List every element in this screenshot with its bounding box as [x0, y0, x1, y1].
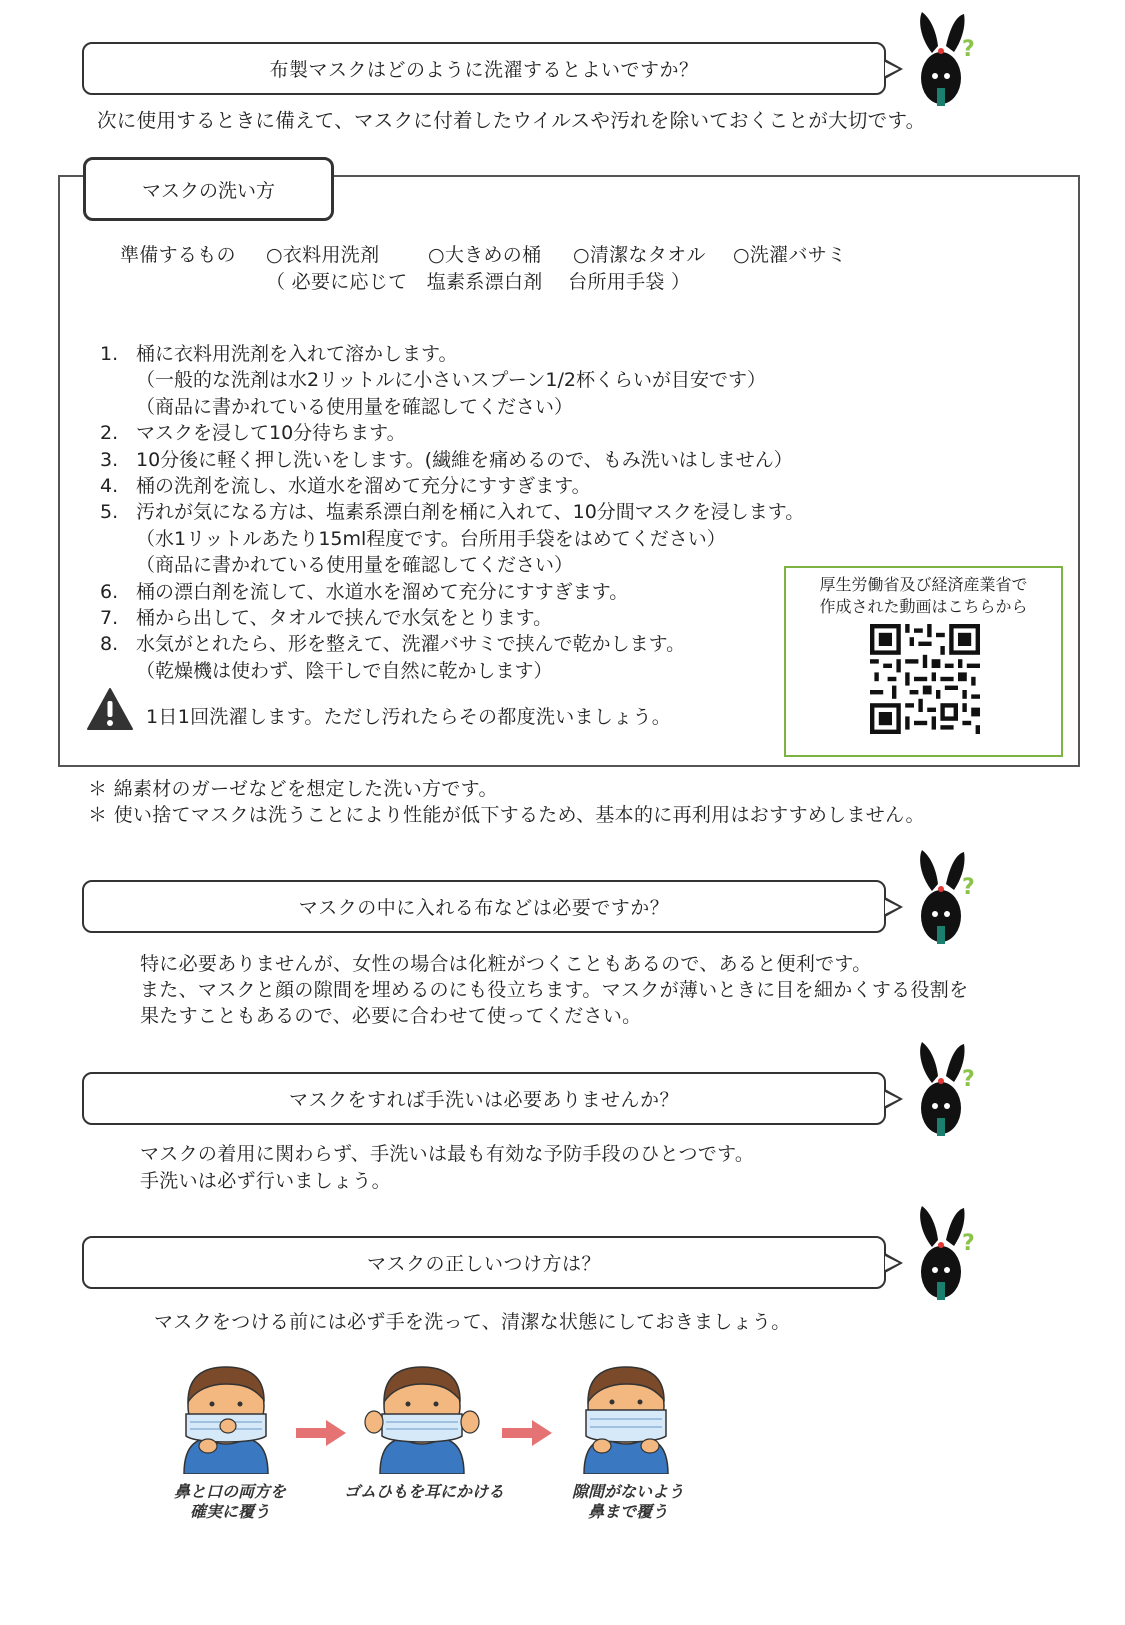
qr-box — [784, 566, 1063, 757]
qr-code-icon[interactable] — [870, 624, 980, 734]
step-row: 7. 桶から出して、タオルで挟んで水気をとります。 — [100, 607, 553, 630]
caption-1-line-2: 確実に覆う — [189, 1502, 270, 1521]
mascot-icon — [910, 8, 980, 108]
question-bubble-4 — [82, 1236, 886, 1289]
question-2-text: マスクの中に入れる布などは必要ですか？ — [298, 897, 670, 919]
prep-item-clothespin: ○洗濯バサミ — [733, 244, 847, 266]
caption-1-line-1: 鼻と口の両方を — [173, 1482, 286, 1501]
answer-1: 次に使用するときに備えて、マスクに付着したウイルスや汚れを除いておくことが大切です。 — [97, 109, 926, 132]
warning-icon — [86, 687, 134, 731]
kid-illustration-1 — [166, 1364, 286, 1474]
mascot-icon — [910, 1038, 980, 1138]
caption-3 — [558, 1482, 698, 1522]
washing-title — [83, 157, 334, 221]
qr-caption-2: 作成された動画はこちらから — [819, 597, 1028, 616]
warning-text: 1日1回洗濯します。ただし汚れたらその都度洗いましょう。 — [146, 706, 672, 728]
mascot-icon — [910, 1202, 980, 1302]
question-4-text: マスクの正しいつけ方は？ — [366, 1253, 601, 1275]
caption-2 — [344, 1482, 504, 1502]
caption-3-line-1: 隙間がないよう — [571, 1482, 684, 1501]
step-row: 5. 汚れが気になる方は、塩素系漂白剤を桶に入れて、10分間マスクを浸します。 — [100, 501, 805, 524]
answer-2-line-1: 特に必要ありませんが、女性の場合は化粧がつくこともあるので、あると便利です。 — [140, 953, 872, 975]
step-row: （水1リットルあたり15ml程度です。台所用手袋をはめてください） — [136, 527, 726, 550]
step-row: （商品に書かれている使用量を確認してください） — [136, 554, 574, 577]
washing-title-text: マスクの洗い方 — [141, 179, 275, 202]
kid-illustration-3 — [566, 1364, 686, 1474]
step-row: 3. 10分後に軽く押し洗いをします。(繊維を痛めるので、もみ洗いはしません） — [100, 448, 793, 471]
step-row: 4. 桶の洗剤を流し、水道水を溜めて充分にすすぎます。 — [100, 475, 591, 498]
answer-3-line-2: 手洗いは必ず行いましょう。 — [140, 1170, 391, 1192]
step-row: （一般的な洗剤は水2リットルに小さいスプーン1/2杯くらいが目安です） — [136, 369, 766, 392]
prep-item-bucket: ○大きめの桶 — [428, 244, 542, 266]
step-row: 8. 水気がとれたら、形を整えて、洗濯バサミで挟んで乾かします。 — [100, 633, 686, 656]
prep-label: 準備するもの — [120, 244, 236, 266]
answer-2-line-2: また、マスクと顔の隙間を埋めるのにも役立ちます。マスクが薄いときに目を細かくする役割を — [140, 979, 969, 1001]
svg-text:?: ? — [962, 37, 975, 62]
step-row: 2. マスクを浸して10分待ちます。 — [100, 422, 406, 445]
answer-2-line-3: 果たすこともあるので、必要に合わせて使ってください。 — [140, 1005, 642, 1027]
qr-caption-1: 厚生労働省及び経済産業省で — [819, 575, 1028, 594]
caption-3-line-2: 鼻まで覆う — [587, 1502, 668, 1521]
kid-illustration-2 — [362, 1364, 482, 1474]
question-bubble-2 — [82, 880, 886, 933]
svg-text:?: ? — [962, 875, 975, 900]
step-row: 1. 桶に衣料用洗剤を入れて溶かします。 — [100, 343, 458, 365]
answer-3-line-1: マスクの着用に関わらず、手洗いは最も有効な予防手段のひとつです。 — [140, 1143, 755, 1165]
question-3-text: マスクをすれば手洗いは必要ありませんか？ — [288, 1089, 679, 1111]
prep-optional: （ 必要に応じて 塩素系漂白剤 台所用手袋 ） — [266, 271, 691, 293]
arrow-right-icon — [502, 1418, 552, 1448]
arrow-right-icon — [296, 1418, 346, 1448]
washing-steps — [100, 341, 804, 684]
prep-item-towel: ○清潔なタオル — [573, 244, 706, 266]
caption-1 — [160, 1482, 300, 1522]
prep-item-detergent: ○衣料用洗剤 — [266, 244, 380, 266]
question-1-text: 布製マスクはどのように洗濯するとよいですか？ — [269, 59, 699, 81]
step-row: （乾燥機は使わず、陰干しで自然に乾かします） — [136, 659, 553, 682]
question-bubble-3 — [82, 1072, 886, 1125]
caption-2-line-1: ゴムひもを耳にかける — [344, 1482, 505, 1501]
step-row: （商品に書かれている使用量を確認してください） — [136, 395, 574, 418]
step-row: 6. 桶の漂白剤を流して、水道水を溜めて充分にすすぎます。 — [100, 580, 629, 603]
mascot-icon — [910, 846, 980, 946]
svg-text:?: ? — [962, 1067, 975, 1092]
note-1: ＊ 綿素材のガーゼなどを想定した洗い方です。 — [88, 778, 498, 800]
answer-4: マスクをつける前には必ず手を洗って、清潔な状態にしておきましょう。 — [154, 1311, 791, 1333]
svg-text:?: ? — [962, 1231, 975, 1256]
note-2: ＊ 使い捨てマスクは洗うことにより性能が低下するため、基本的に再利用はおすすめしません。 — [88, 804, 925, 826]
question-bubble-1 — [82, 42, 886, 95]
